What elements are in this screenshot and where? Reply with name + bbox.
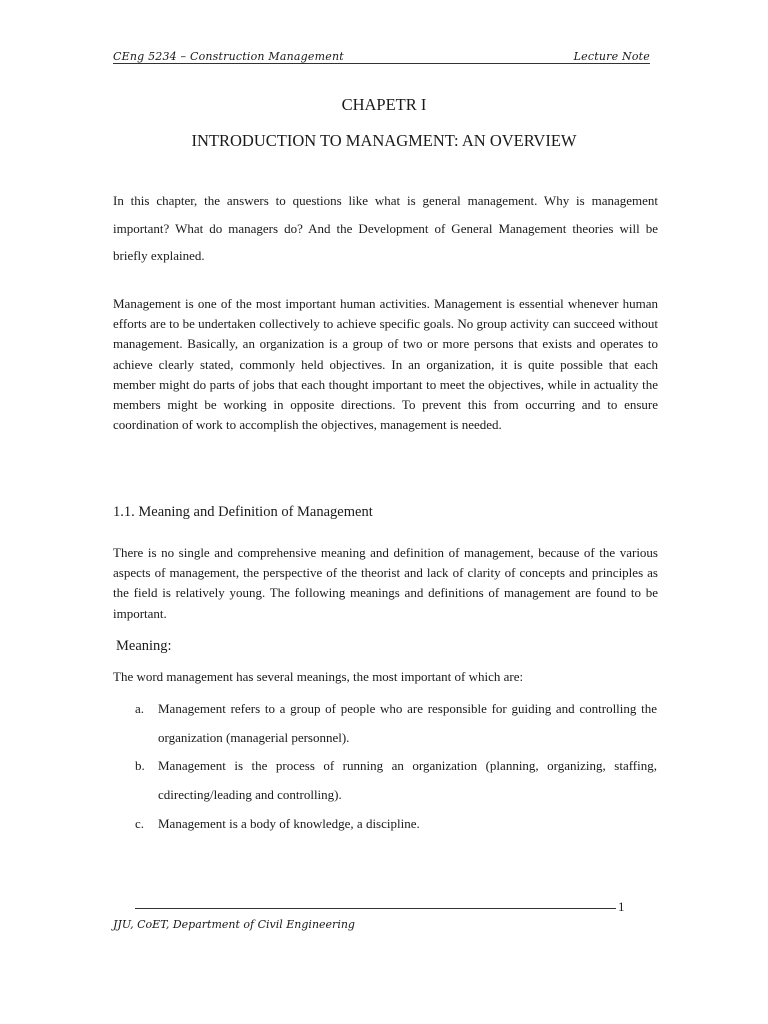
meaning-intro: The word management has several meanings, the most important of which are: [113, 669, 524, 684]
list-item-text: Management refers to a group of people who are responsible for guiding and controlling the organization (managerial personnel). [158, 701, 657, 745]
header-course: CEng 5234 – Construction Management [113, 50, 344, 63]
chapter-number: CHAPETR I [341, 95, 427, 114]
header-rule [113, 63, 650, 64]
list-item-text: Management is the process of running an organization (planning, organizing, staffing, cdirecting/leading and controlling). [158, 758, 657, 802]
intro-paragraph: In this chapter, the answers to questions like what is general management. Why is management important? What do managers do? And the Development of General Management theories will be briefly explained. [113, 193, 658, 263]
footer-department: JJU, CoET, Department of Civil Engineering [113, 918, 355, 931]
list-marker: a. [135, 701, 145, 716]
list-item-text: Management is a body of knowledge, a discipline. [158, 816, 420, 831]
list-item [135, 752, 657, 809]
management-paragraph: Management is one of the most important human activities. Management is essential whenever human efforts are to be undertaken collectively to achieve specific goals. No group activity can succeed without management. Basically, an organization is a group of two or more persons that exists and operates to achieve clearly stated, commonly held objectives. In an organization, it is quite possible that each member might do parts of jobs that each thought important to meet the objectives, while in actuality the members might be working in opposite directions. To prevent this from occurring and to ensure coordination of work to accomplish the objectives, management is needed. [113, 296, 658, 433]
page-number: 1 [618, 899, 625, 914]
section-heading: 1.1. Meaning and Definition of Management [113, 504, 373, 520]
meaning-heading: Meaning: [116, 638, 172, 654]
chapter-title: INTRODUCTION TO MANAGMENT: AN OVERVIEW [191, 131, 577, 150]
footer-rule [135, 908, 616, 909]
section-body-paragraph: There is no single and comprehensive meaning and definition of management, because of the various aspects of management, the perspective of the theorist and lack of clarity of concepts and principles as the field is relatively young. The following meanings and definitions of management are found to be important. [113, 545, 658, 621]
list-item [135, 810, 657, 839]
list-marker: b. [135, 758, 145, 773]
header-doc-type: Lecture Note [573, 50, 650, 63]
list-item [135, 695, 657, 752]
list-marker: c. [135, 816, 145, 831]
